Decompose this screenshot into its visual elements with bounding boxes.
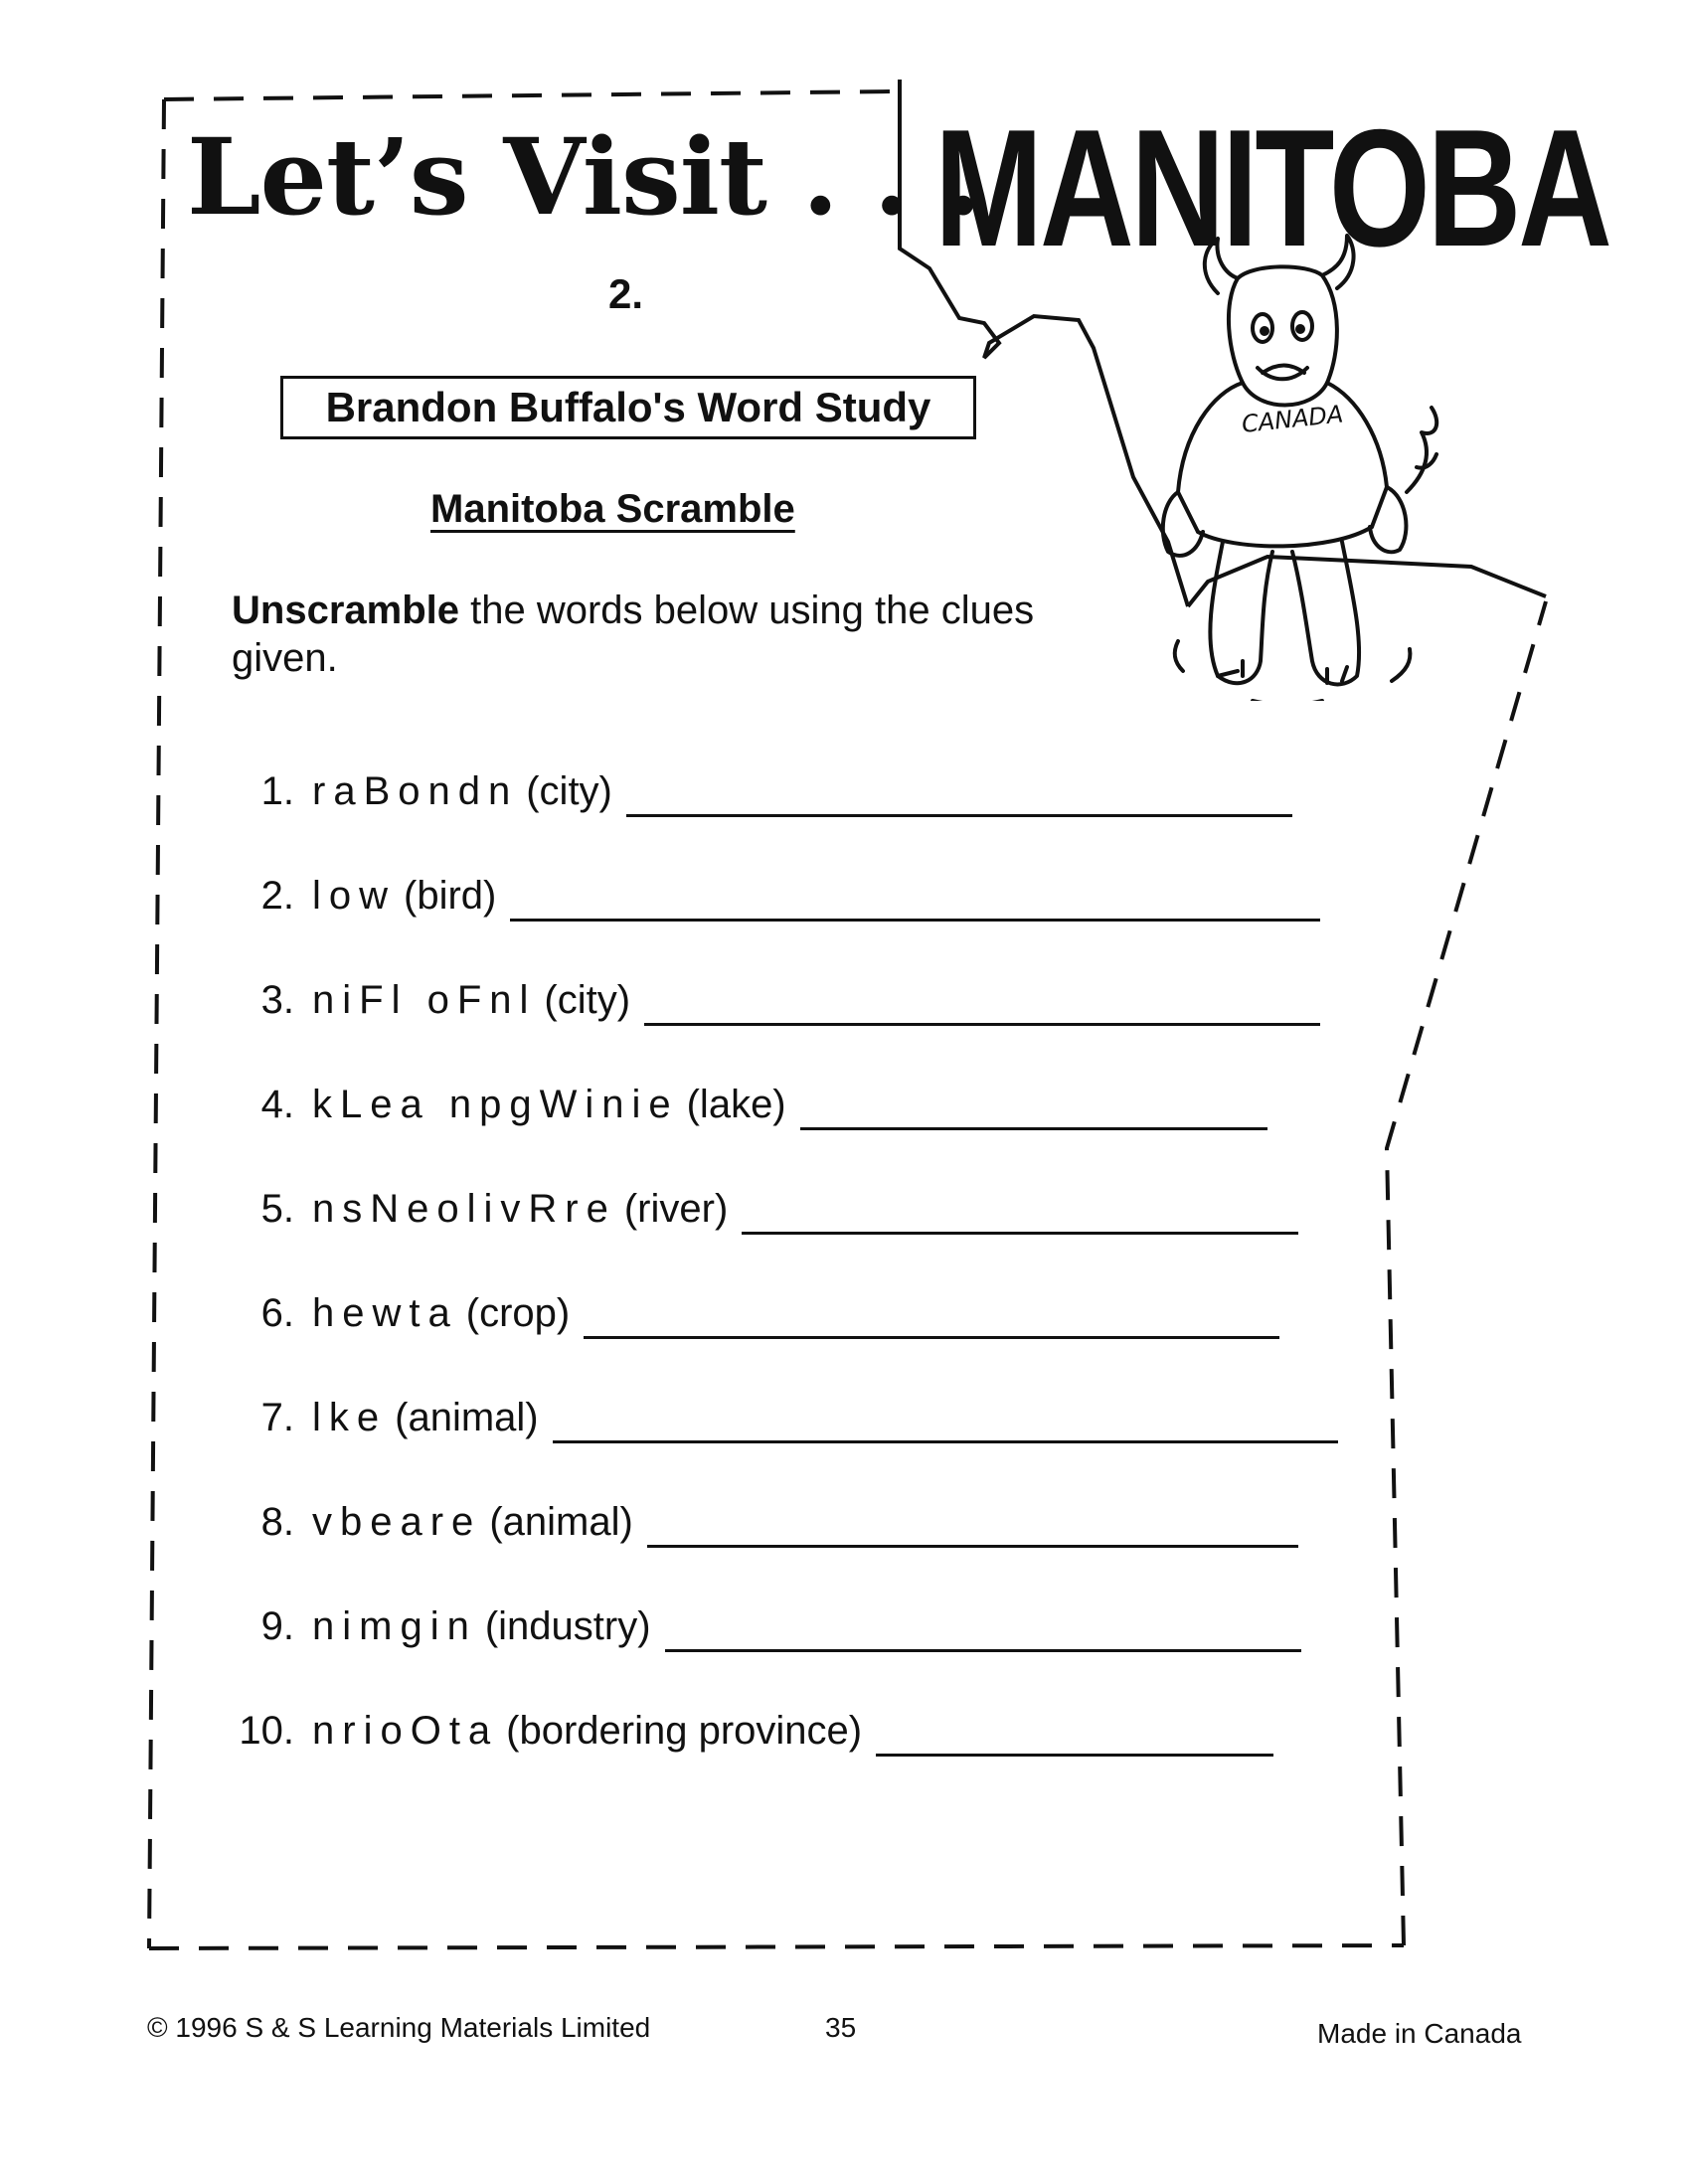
scrambled-word: lke	[312, 1396, 388, 1439]
clue: (animal)	[395, 1396, 539, 1439]
activity-number: 2.	[608, 270, 644, 317]
clue: (animal)	[489, 1500, 633, 1544]
instructions	[232, 587, 1047, 682]
clue: (industry)	[484, 1604, 651, 1648]
mascot-shirt-text: CANADA	[1240, 400, 1345, 438]
instructions-text: the words below using the clues given.	[232, 588, 1035, 680]
answer-line[interactable]	[510, 919, 1320, 922]
title-province: MANITOBA	[934, 94, 1609, 281]
clue: (bordering province)	[506, 1709, 863, 1753]
clue: (city)	[526, 769, 612, 813]
answer-line[interactable]	[553, 1440, 1338, 1443]
list-item: 10. nrioOta (bordering province)	[231, 1711, 1273, 1751]
buffalo-mascot-icon	[1143, 234, 1461, 701]
scramble-title: Manitoba Scramble	[430, 487, 795, 531]
scrambled-word: niFl oFnl	[312, 978, 537, 1022]
scrambled-word: vbeare	[312, 1500, 482, 1544]
answer-line[interactable]	[665, 1649, 1301, 1652]
scrambled-word: kLea npgWinie	[312, 1083, 679, 1126]
answer-line[interactable]	[800, 1127, 1267, 1130]
list-item: 2. low (bird)	[231, 876, 1320, 916]
scrambled-word: raBondn	[312, 769, 519, 813]
copyright: © 1996 S & S Learning Materials Limited	[147, 2012, 651, 2043]
list-item: 1. raBondn (city)	[231, 771, 1292, 811]
scrambled-word: hewta	[312, 1291, 458, 1335]
clue: (bird)	[404, 874, 497, 918]
clue: (lake)	[686, 1083, 786, 1126]
instructions-bold: Unscramble	[232, 588, 459, 632]
list-item: 3. niFl oFnl (city)	[231, 980, 1320, 1020]
scrambled-word: nrioOta	[312, 1709, 499, 1753]
clue: (river)	[623, 1187, 729, 1231]
list-item: 5. nsNeolivRre (river)	[231, 1189, 1298, 1229]
answer-line[interactable]	[742, 1232, 1298, 1235]
scrambled-word: nimgin	[312, 1604, 477, 1648]
clue: (city)	[544, 978, 631, 1022]
clue: (crop)	[465, 1291, 571, 1335]
word-study-title: Brandon Buffalo's Word Study	[280, 376, 976, 439]
page-number: 35	[825, 2012, 857, 2043]
list-item: 4. kLea npgWinie (lake)	[231, 1085, 1267, 1124]
answer-line[interactable]	[647, 1545, 1298, 1548]
list-item: 7. lke (animal)	[231, 1398, 1338, 1437]
list-item: 6. hewta (crop)	[231, 1293, 1279, 1333]
list-item: 9. nimgin (industry)	[231, 1606, 1301, 1646]
answer-line[interactable]	[876, 1754, 1273, 1757]
list-item: 8. vbeare (animal)	[231, 1502, 1298, 1542]
title-lets-visit: Let’s Visit . . .	[187, 114, 981, 239]
answer-line[interactable]	[626, 814, 1292, 817]
scrambled-word: nsNeolivRre	[312, 1187, 616, 1231]
made-in: Made in Canada	[1317, 2018, 1522, 2049]
answer-line[interactable]	[644, 1023, 1320, 1026]
answer-line[interactable]	[584, 1336, 1279, 1339]
scrambled-word: low	[312, 874, 397, 918]
